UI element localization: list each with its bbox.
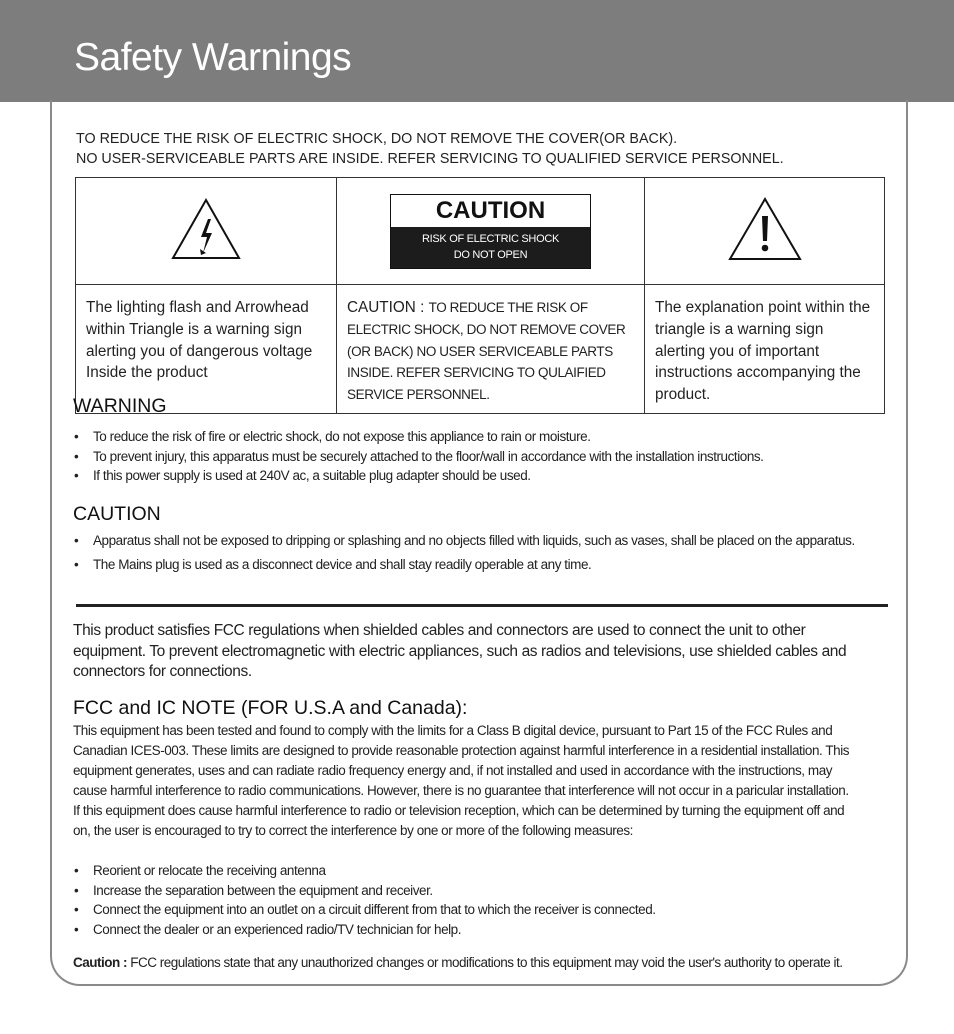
lightning-cell [76, 178, 337, 285]
caution-label-line-2: DO NOT OPEN [453, 248, 528, 261]
fcc-body [73, 721, 863, 841]
caution-list [72, 531, 872, 574]
caution-label-cell [337, 178, 645, 285]
list-item: • The Mains plug is used as a disconnect device and shall stay readily operable at any time. [72, 555, 872, 575]
list-item: • Connect the dealer or an experienced radio/TV technician for help. [72, 920, 872, 940]
caution-label-title: CAUTION [391, 195, 590, 227]
lightning-description: The lighting flash and Arrowhead within Triangle is a warning sign alerting you of dangerous voltage Inside the product [76, 285, 337, 414]
caution-description-text: TO REDUCE THE RISK OF ELECTRIC SHOCK, DO NOT REMOVE COVER (OR BACK) NO USER SERVICEABLE PARTS INSIDE. REFER SERVICING TO QULAIFIED SERVICE PERSONNEL. [347, 300, 626, 403]
fcc-caution-label: Caution : [73, 955, 127, 970]
list-item: • Reorient or relocate the receiving antenna [72, 861, 872, 881]
fcc-heading: FCC and IC NOTE (FOR U.S.A and Canada): [73, 697, 468, 719]
caution-label [390, 194, 591, 269]
list-item: • To reduce the risk of fire or electric shock, do not expose this appliance to rain or moisture. [72, 427, 872, 447]
exclamation-description: The explanation point within the triangle is a warning sign alerting you of important instructions accompanying the product. [645, 285, 885, 414]
caution-label-line-1: RISK OF ELECTRIC SHOCK [421, 232, 560, 245]
list-item: • To prevent injury, this apparatus must be securely attached to the floor/wall in accordance with the installation instructions. [72, 447, 872, 467]
caution-heading: CAUTION [73, 503, 161, 525]
fcc-paragraph-1: This equipment has been tested and found to comply with the limits for a Class B digital device, pursuant to Part 15 of the FCC Rules and Canadian ICES-003. These limits are designed to provide reasonable protection against harmful interference in a residential installation. This equipment generates, uses and can radiate radio frequency energy and, if not installed and used in accordance with the instructions, may cause harmful interference to radio communications. However, there is no guarantee that interference will not occur in a paricular installation. [73, 723, 850, 798]
intro-warning [76, 129, 784, 169]
intro-line-2: NO USER-SERVICEABLE PARTS ARE INSIDE. REFER SERVICING TO QUALIFIED SERVICE PERSONNEL. [76, 151, 784, 167]
intro-line-1: TO REDUCE THE RISK OF ELECTRIC SHOCK, DO NOT REMOVE THE COVER(OR BACK). [76, 131, 678, 147]
list-item: • Increase the separation between the equipment and receiver. [72, 881, 872, 901]
caution-symbols-table [75, 177, 885, 414]
fcc-caution-text: FCC regulations state that any unauthorized changes or modifications to this equipment may void the user's authority to operate it. [127, 955, 843, 970]
list-item: • If this power supply is used at 240V ac, a suitable plug adapter should be used. [72, 466, 872, 486]
fcc-paragraph-2: If this equipment does cause harmful interference to radio or television reception, which can be determined by turning the equipment off and on, the user is encouraged to try to correct the interference by one or more of the following measures: [73, 803, 845, 838]
list-item: • Connect the equipment into an outlet on a circuit different from that to which the receiver is connected. [72, 900, 872, 920]
list-item: • Apparatus shall not be exposed to dripping or splashing and no objects filled with liquids, such as vases, shall be placed on the apparatus. [72, 531, 872, 551]
page-header [0, 0, 954, 102]
caution-description-label: CAUTION [347, 299, 416, 316]
section-divider [76, 604, 888, 607]
caution-description [337, 285, 645, 414]
lightning-triangle-icon [170, 197, 242, 261]
caution-label-subtitle [391, 227, 590, 268]
fcc-intro-paragraph: This product satisfies FCC regulations when shielded cables and connectors are used to connect the unit to other equipment. To prevent electromagnetic with electric appliances, such as radios and televisions, use shielded cables and connectors for connections. [73, 622, 847, 680]
exclamation-triangle-icon [727, 196, 803, 262]
warning-heading: WARNING [73, 395, 167, 417]
fcc-caution-note [73, 955, 843, 970]
warning-list [72, 427, 872, 486]
fcc-measures-list [72, 861, 872, 939]
page-title: Safety Warnings [74, 36, 352, 79]
exclamation-cell [645, 178, 885, 285]
caution-description-separator: : [415, 299, 429, 316]
